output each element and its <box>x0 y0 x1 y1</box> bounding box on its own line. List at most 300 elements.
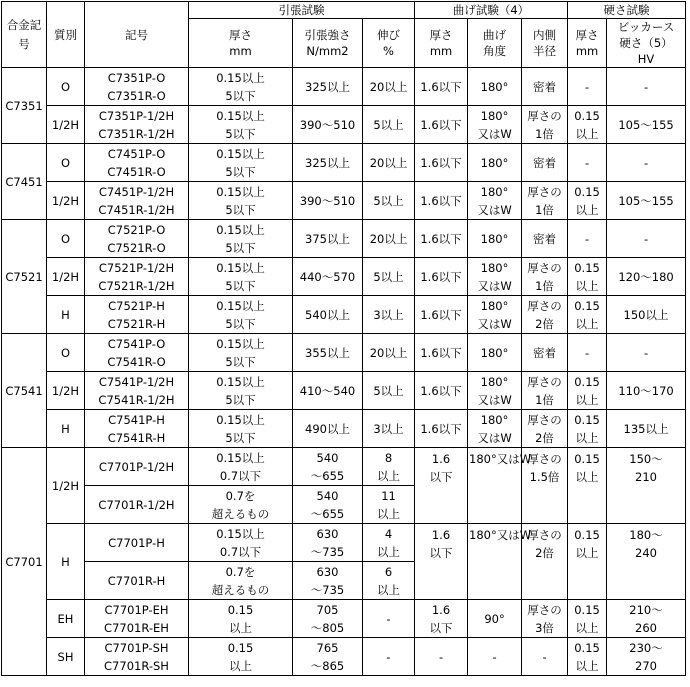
cell-line: 135以上 <box>623 421 669 436</box>
thickness <box>189 296 293 334</box>
cell-line: 0.15 <box>574 528 600 542</box>
cell-line: C7701P-H <box>108 535 165 550</box>
vickers-hardness <box>607 106 686 144</box>
cell-line: C7451P-O <box>107 146 166 161</box>
cell-line: 5以下 <box>225 316 256 331</box>
cell-line: 0.15 <box>574 602 600 617</box>
vickers-hardness <box>607 182 686 220</box>
bend-radius <box>522 372 568 410</box>
table-row <box>2 600 686 638</box>
cell-line: 0.15 <box>574 640 600 655</box>
bend-angle <box>468 144 522 182</box>
bend-angle <box>468 296 522 334</box>
bend-thickness <box>415 372 468 410</box>
table-row <box>2 334 686 372</box>
spec-table-body <box>2 68 686 676</box>
cell-line: 以上 <box>229 658 252 673</box>
cell-line: C7351R-O <box>107 88 166 103</box>
cell-line: 0.15 <box>574 374 600 389</box>
vickers-hardness <box>607 524 686 600</box>
cell-line: 伸び <box>377 28 400 42</box>
tensile-strength <box>293 144 363 182</box>
cell-line: 180° <box>480 184 509 199</box>
vickers-hardness <box>607 258 686 296</box>
cell-line: HV <box>637 52 655 66</box>
header-bend-radius <box>522 19 568 68</box>
copper-alloy-spec-table <box>1 1 686 676</box>
cell-line: 5以上 <box>373 117 404 132</box>
cell-line: 5以下 <box>225 202 256 217</box>
thickness <box>189 182 293 220</box>
bend-radius <box>522 144 568 182</box>
cell-line: 0.15 <box>574 260 600 275</box>
vickers-hardness <box>607 68 686 106</box>
elongation <box>363 372 415 410</box>
bend-angle <box>468 410 522 448</box>
cell-line: 厚さの <box>527 108 562 123</box>
temper: EH <box>47 600 85 638</box>
temper: H <box>47 524 85 600</box>
elongation <box>363 258 415 296</box>
cell-line: 厚さ <box>229 28 252 42</box>
thickness <box>189 372 293 410</box>
cell-line: C7541P-H <box>108 412 165 427</box>
cell-line: 180° <box>480 155 509 170</box>
thickness <box>189 486 293 524</box>
cell-line: 曲げ <box>483 28 507 42</box>
table-row <box>2 182 686 220</box>
cell-line: 以上 <box>575 430 599 445</box>
hardness-thickness <box>568 410 607 448</box>
cell-line: - <box>643 79 649 94</box>
cell-line: C7541R-O <box>107 354 166 369</box>
cell-line: 超えるもの <box>211 506 270 521</box>
cell-line: 630 <box>316 564 339 579</box>
cell-line: 180～ <box>629 528 663 542</box>
cell-line: 又はW <box>477 202 512 217</box>
cell-line: C7541P-O <box>107 336 166 351</box>
cell-line: 325以上 <box>305 79 350 94</box>
thickness <box>189 410 293 448</box>
code <box>85 106 189 144</box>
thickness <box>189 448 293 486</box>
cell-line: 11 <box>381 488 396 503</box>
tensile-strength <box>293 410 363 448</box>
cell-line: 以上 <box>575 202 599 217</box>
cell-line: - <box>584 79 590 94</box>
cell-line: 超えるもの <box>211 582 270 597</box>
cell-line: 120～180 <box>618 269 674 284</box>
code <box>85 372 189 410</box>
cell-line: 密着 <box>533 231 557 246</box>
thickness <box>189 106 293 144</box>
hardness-thickness <box>568 106 607 144</box>
header-code: 記号 <box>85 2 189 68</box>
hardness-thickness <box>568 182 607 220</box>
code <box>85 220 189 258</box>
table-row <box>2 448 686 486</box>
cell-line: 1.6以下 <box>420 117 462 132</box>
cell-line: 厚さの <box>527 260 562 275</box>
bend-thickness <box>415 600 468 638</box>
cell-line: - <box>584 345 590 360</box>
elongation <box>363 334 415 372</box>
temper: SH <box>47 638 85 676</box>
cell-line: 又はW <box>477 126 512 141</box>
cell-line: 以上 <box>377 582 400 597</box>
temper: 1/2H <box>47 372 85 410</box>
bend-angle <box>468 448 532 524</box>
cell-line: C7701P-SH <box>104 640 169 655</box>
cell-line: 硬さ（5） <box>619 36 673 50</box>
bend-angle <box>468 68 522 106</box>
cell-line: - <box>492 649 497 664</box>
cell-line: 1倍 <box>535 126 554 141</box>
tensile-strength <box>293 182 363 220</box>
cell-line: 20以上 <box>369 79 408 94</box>
bend-radius <box>522 106 568 144</box>
cell-line: 5以上 <box>373 269 404 284</box>
cell-line: ～735 <box>310 582 345 597</box>
cell-line: 厚さの <box>527 374 562 389</box>
cell-line: - <box>643 231 649 246</box>
cell-line: C7351R-1/2H <box>98 126 175 141</box>
cell-line: 540 <box>316 450 339 465</box>
cell-line: 1.6 <box>431 528 451 542</box>
header-tensile-thickness <box>189 19 293 68</box>
table-row <box>2 220 686 258</box>
hardness-thickness <box>568 296 607 334</box>
cell-line: 又はW <box>477 392 512 407</box>
cell-line: C7701R-EH <box>104 620 169 635</box>
bend-radius <box>522 410 568 448</box>
cell-line: 5以下 <box>225 126 256 141</box>
cell-line: 180° <box>480 79 509 94</box>
cell-line: 以上 <box>575 126 599 141</box>
cell-line: 0.15以上 <box>216 450 265 465</box>
temper: 1/2H <box>47 448 85 524</box>
code <box>85 334 189 372</box>
cell-line: 240 <box>635 546 657 560</box>
table-row <box>2 106 686 144</box>
elongation <box>363 600 415 638</box>
cell-line: - <box>386 611 391 626</box>
elongation <box>363 410 415 448</box>
cell-line: 210 <box>635 470 657 484</box>
table-row <box>2 144 686 182</box>
vickers-hardness <box>607 334 686 372</box>
vickers-hardness <box>607 638 686 676</box>
cell-line: 以上 <box>575 392 599 407</box>
cell-line: - <box>438 649 444 664</box>
cell-line: 0.15以上 <box>216 108 265 123</box>
cell-line: 20以上 <box>369 155 408 170</box>
cell-line: 390～510 <box>299 117 356 132</box>
bend-thickness <box>415 144 468 182</box>
tensile-strength <box>293 296 363 334</box>
cell-line: 0.7以下 <box>219 544 262 559</box>
cell-line: 180° <box>480 231 509 246</box>
cell-line: 1.5倍 <box>529 470 560 484</box>
code <box>85 638 189 676</box>
code <box>85 68 189 106</box>
code <box>85 258 189 296</box>
cell-line: 又はW <box>477 278 512 293</box>
thickness <box>189 144 293 182</box>
cell-line: 以上 <box>575 278 599 293</box>
alloy-code: C7451 <box>2 144 47 220</box>
cell-line: 4 <box>384 526 393 541</box>
bend-radius <box>522 524 568 600</box>
cell-line: 5以下 <box>225 88 256 103</box>
table-row <box>2 68 686 106</box>
cell-line: mm <box>575 44 599 58</box>
bend-thickness <box>415 410 468 448</box>
cell-line: 0.7以下 <box>219 468 262 483</box>
cell-line: 0.15 <box>574 412 600 427</box>
cell-line: C7541R-1/2H <box>98 392 175 407</box>
cell-line: 105～155 <box>618 193 674 208</box>
hardness-thickness <box>568 600 607 638</box>
cell-line: 0.15以上 <box>216 260 265 275</box>
thickness <box>189 562 293 600</box>
cell-line: 1.6 <box>431 602 451 617</box>
temper: 1/2H <box>47 182 85 220</box>
cell-line: 180° <box>480 412 509 427</box>
cell-line: 230～ <box>629 640 663 655</box>
cell-line: 0.7を <box>225 564 256 579</box>
tensile-strength <box>293 486 363 524</box>
elongation <box>363 562 415 600</box>
cell-line: 1.6以下 <box>420 307 462 322</box>
hardness-thickness <box>568 68 607 106</box>
cell-line: 1.6以下 <box>420 383 462 398</box>
header-temper: 質別 <box>47 2 85 68</box>
cell-line: C7701R-H <box>107 573 166 588</box>
bend-angle <box>468 258 522 296</box>
cell-line: 180° <box>480 108 509 123</box>
header-bend-test: 曲げ試験（4） <box>415 2 568 19</box>
cell-line: ～655 <box>310 468 345 483</box>
thickness <box>189 524 293 562</box>
cell-line: 0.15以上 <box>216 70 265 85</box>
cell-line: - <box>643 345 649 360</box>
tensile-strength <box>293 68 363 106</box>
code <box>85 182 189 220</box>
bend-thickness <box>415 448 468 524</box>
cell-line: 1倍 <box>535 202 554 217</box>
temper: H <box>47 296 85 334</box>
tensile-strength <box>293 334 363 372</box>
cell-line: 490以上 <box>305 421 350 436</box>
cell-line: 1.6以下 <box>420 269 462 284</box>
cell-line: 0.15以上 <box>216 412 265 427</box>
temper: 1/2H <box>47 106 85 144</box>
cell-line: 1倍 <box>535 392 554 407</box>
bend-thickness <box>415 334 468 372</box>
tensile-strength <box>293 638 363 676</box>
cell-line: - <box>584 231 590 246</box>
cell-line: 105～155 <box>618 117 674 132</box>
cell-line: C7541P-1/2H <box>98 374 175 389</box>
cell-line: 5以上 <box>373 193 404 208</box>
bend-radius <box>522 600 568 638</box>
table-row <box>2 372 686 410</box>
elongation <box>363 106 415 144</box>
cell-line: 厚さの <box>527 452 562 466</box>
bend-angle <box>468 220 522 258</box>
code <box>85 448 189 486</box>
cell-line: mm <box>429 44 453 58</box>
cell-line: ～735 <box>310 544 345 559</box>
cell-line: 3以上 <box>373 307 404 322</box>
cell-line: 1.6以下 <box>420 345 462 360</box>
cell-line: - <box>584 155 590 170</box>
cell-line: - <box>386 649 391 664</box>
cell-line: C7701R-SH <box>104 658 169 673</box>
cell-line: 5以上 <box>373 383 404 398</box>
cell-line: 210～ <box>629 602 663 617</box>
header-tensile-test: 引張試験 <box>189 2 415 19</box>
cell-line: 1.6以下 <box>420 155 462 170</box>
cell-line: 0.15 <box>574 108 600 123</box>
vickers-hardness <box>607 448 686 524</box>
hardness-thickness <box>568 524 607 600</box>
bend-radius <box>522 68 568 106</box>
cell-line: 以下 <box>429 546 453 560</box>
cell-line: 0.15 <box>227 640 254 655</box>
bend-angle <box>468 600 522 638</box>
hardness-thickness <box>568 144 607 182</box>
cell-line: 705 <box>316 602 339 617</box>
vickers-hardness <box>607 144 686 182</box>
elongation <box>363 182 415 220</box>
cell-line: 厚さ <box>575 28 599 42</box>
cell-line: C7521R-O <box>107 240 166 255</box>
vickers-hardness <box>607 410 686 448</box>
cell-line: 0.7を <box>225 488 256 503</box>
bend-thickness <box>415 106 468 144</box>
thickness <box>189 220 293 258</box>
vickers-hardness <box>607 372 686 410</box>
cell-line: C7521P-H <box>108 298 165 313</box>
cell-line: ～805 <box>310 620 345 635</box>
cell-line: 又はW <box>477 430 512 445</box>
header-elongation <box>363 19 415 68</box>
cell-line: 1.6以下 <box>420 421 462 436</box>
temper: O <box>47 334 85 372</box>
bend-radius <box>522 258 568 296</box>
cell-line: 引張強さ <box>304 28 351 42</box>
vickers-hardness <box>607 296 686 334</box>
header-alloy: 合金記号 <box>2 2 47 68</box>
cell-line: 150以上 <box>623 307 669 322</box>
cell-line: 3倍 <box>535 620 554 635</box>
cell-line: 0.15以上 <box>216 222 265 237</box>
table-row <box>2 258 686 296</box>
cell-line: C7521P-O <box>107 222 166 237</box>
elongation <box>363 296 415 334</box>
header-tensile-strength <box>293 19 363 68</box>
hardness-thickness <box>568 448 607 524</box>
cell-line: C7351P-1/2H <box>98 108 175 123</box>
tensile-strength <box>293 600 363 638</box>
cell-line: ～865 <box>310 658 345 673</box>
temper: O <box>47 220 85 258</box>
cell-line: 密着 <box>533 79 557 94</box>
thickness <box>189 334 293 372</box>
cell-line: 以上 <box>575 470 599 484</box>
cell-line: 1倍 <box>535 278 554 293</box>
cell-line: 1.6以下 <box>420 79 462 94</box>
cell-line: - <box>643 155 649 170</box>
cell-line: 150～ <box>629 452 663 466</box>
cell-line: 以上 <box>377 506 400 521</box>
temper: 1/2H <box>47 258 85 296</box>
bend-angle <box>468 524 532 600</box>
bend-thickness <box>415 296 468 334</box>
cell-line: C7451R-1/2H <box>98 202 175 217</box>
cell-line: C7701P-1/2H <box>98 459 175 474</box>
cell-line: 1.6以下 <box>420 231 462 246</box>
temper: O <box>47 68 85 106</box>
cell-line: C7701R-1/2H <box>98 497 175 512</box>
thickness <box>189 68 293 106</box>
cell-line: 1.6 <box>431 452 451 466</box>
cell-line: ～655 <box>310 506 345 521</box>
elongation <box>363 448 415 486</box>
header-hardness-test: 硬さ試験 <box>568 2 686 19</box>
cell-line: 5以下 <box>225 354 256 369</box>
alloy-code: C7521 <box>2 220 47 334</box>
vickers-hardness <box>607 220 686 258</box>
cell-line: C7521P-1/2H <box>98 260 175 275</box>
thickness <box>189 638 293 676</box>
cell-line: 密着 <box>533 155 557 170</box>
cell-line: 0.15以上 <box>216 184 265 199</box>
code <box>85 410 189 448</box>
header-bend-thickness <box>415 19 468 68</box>
cell-line: C7451P-1/2H <box>98 184 175 199</box>
cell-line: 0.15 <box>574 298 600 313</box>
alloy-code: C7351 <box>2 68 47 144</box>
cell-line: 180° <box>480 345 509 360</box>
tensile-strength <box>293 258 363 296</box>
cell-line: C7451R-O <box>107 164 166 179</box>
code <box>85 144 189 182</box>
cell-line: 1.6以下 <box>420 193 462 208</box>
cell-line: 5以下 <box>225 430 256 445</box>
cell-line: 630 <box>316 526 339 541</box>
table-row <box>2 296 686 334</box>
code <box>85 600 189 638</box>
cell-line: 260 <box>635 620 657 635</box>
cell-line: 390～510 <box>299 193 356 208</box>
cell-line: 厚さの <box>527 528 562 542</box>
alloy-code: C7541 <box>2 334 47 448</box>
tensile-strength <box>293 448 363 486</box>
cell-line: 0.15以上 <box>216 298 265 313</box>
cell-line: 厚さの <box>527 602 562 617</box>
tensile-strength <box>293 524 363 562</box>
cell-line: 2倍 <box>535 316 554 331</box>
code <box>85 486 189 524</box>
bend-angle <box>468 638 522 676</box>
header-vickers-hardness <box>607 19 686 68</box>
table-row <box>2 638 686 676</box>
bend-thickness <box>415 68 468 106</box>
code <box>85 562 189 600</box>
